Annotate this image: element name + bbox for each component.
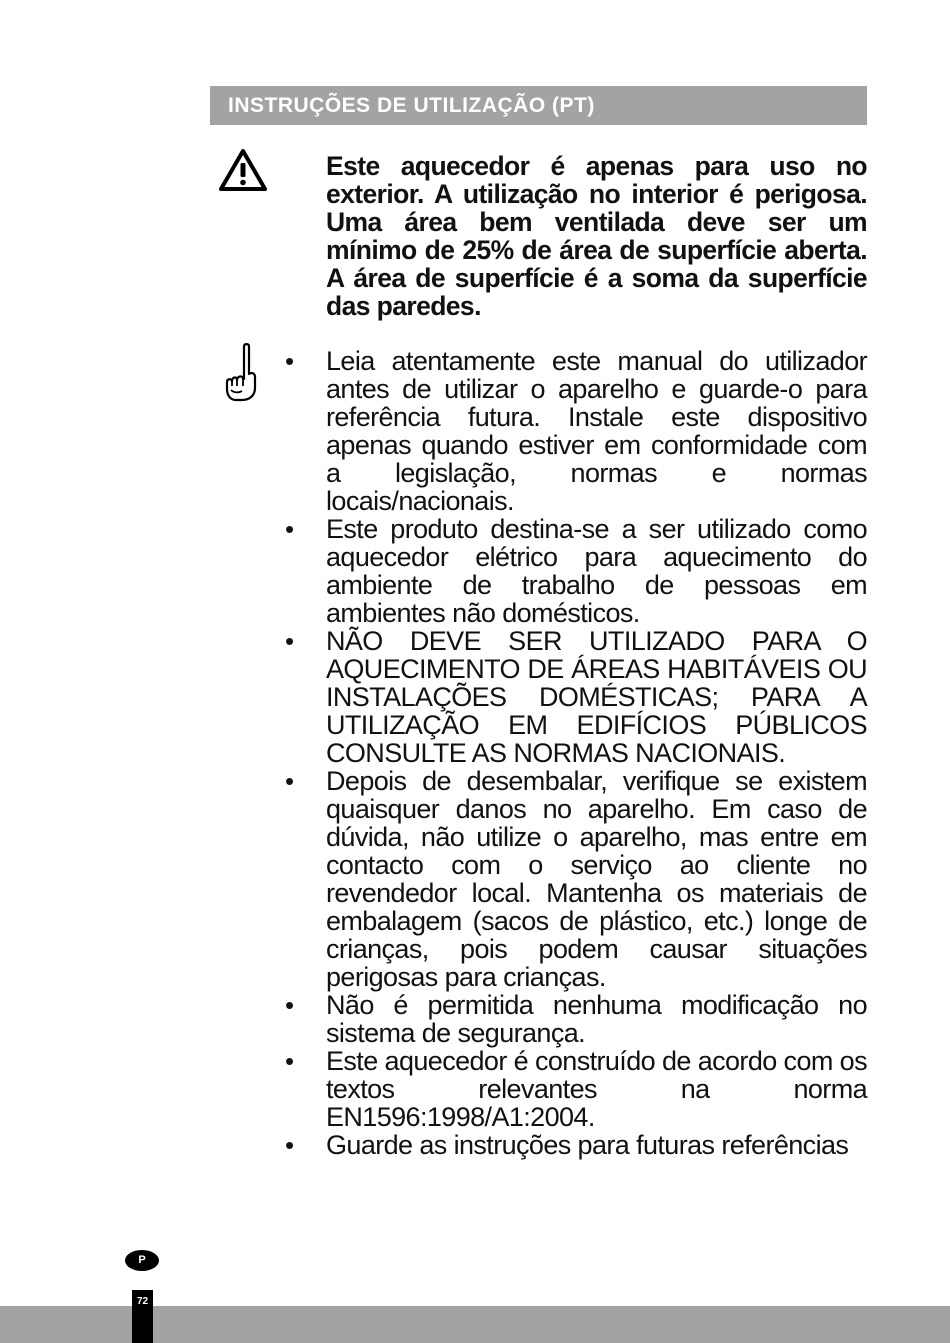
instruction-list [283,347,867,1159]
list-item [283,347,867,515]
list-item [283,1131,867,1159]
bullet: • [285,766,294,796]
bullet: • [285,626,294,656]
list-item [283,767,867,991]
list-item [283,991,867,1047]
list-item-text: Guarde as instruções para futuras referências [326,1130,849,1160]
list-item-text: Depois de desembalar, verifique se existem quaisquer danos no aparelho. Em caso de dúvida, não utilize o aparelho, mas entre em contacto com o serviço ao cliente no revendedor local. Mantenha os materiais de embalagem (sacos de plástico, etc.) longe de crianças, pois podem causar situações perigosas para crianças. [326,766,867,992]
page-number: 72 [132,1290,153,1343]
language-marker: P [125,1250,159,1271]
list-item-text: Não é permitida nenhuma modificação no sistema de segurança. [326,990,867,1048]
list-item [283,627,867,767]
safety-warning-text: Este aquecedor é apenas para uso no exterior. A utilização no interior é perigosa. Uma área bem ventilada deve ser um mínimo de 25% de área de superfície aberta. A área de superfície é a soma da superfície das paredes. [326,151,867,321]
pointing-hand-icon [222,342,262,404]
section-title: INSTRUÇÕES DE UTILIZAÇÃO (PT) [228,93,595,117]
warning-triangle-icon [218,148,268,192]
list-item-text: Este aquecedor é construído de acordo com os textos relevantes na norma EN1596:1998/A1:2004. [326,1046,867,1132]
list-item-text: Este produto destina-se a ser utilizado como aquecedor elétrico para aquecimento do ambiente de trabalho de pessoas em ambientes não domésticos. [326,514,867,628]
bullet: • [285,1130,294,1160]
list-item-text: NÃO DEVE SER UTILIZADO PARA O AQUECIMENTO DE ÁREAS HABITÁVEIS OU INSTALAÇÕES DOMÉSTICAS; PARA A UTILIZAÇÃO EM EDIFÍCIOS PÚBLICOS CONSULTE AS NORMAS NACIONAIS. [326,626,867,768]
bullet: • [285,990,294,1020]
bullet: • [285,514,294,544]
list-item-text: Leia atentamente este manual do utilizador antes de utilizar o aparelho e guarde-o para referência futura. Instale este dispositivo apenas quando estiver em conformidade com a legislação, normas e normas locais/nacionais. [326,346,867,516]
list-item [283,1047,867,1131]
bullet: • [285,1046,294,1076]
bullet: • [285,346,294,376]
list-item [283,515,867,627]
section-header [210,86,867,125]
